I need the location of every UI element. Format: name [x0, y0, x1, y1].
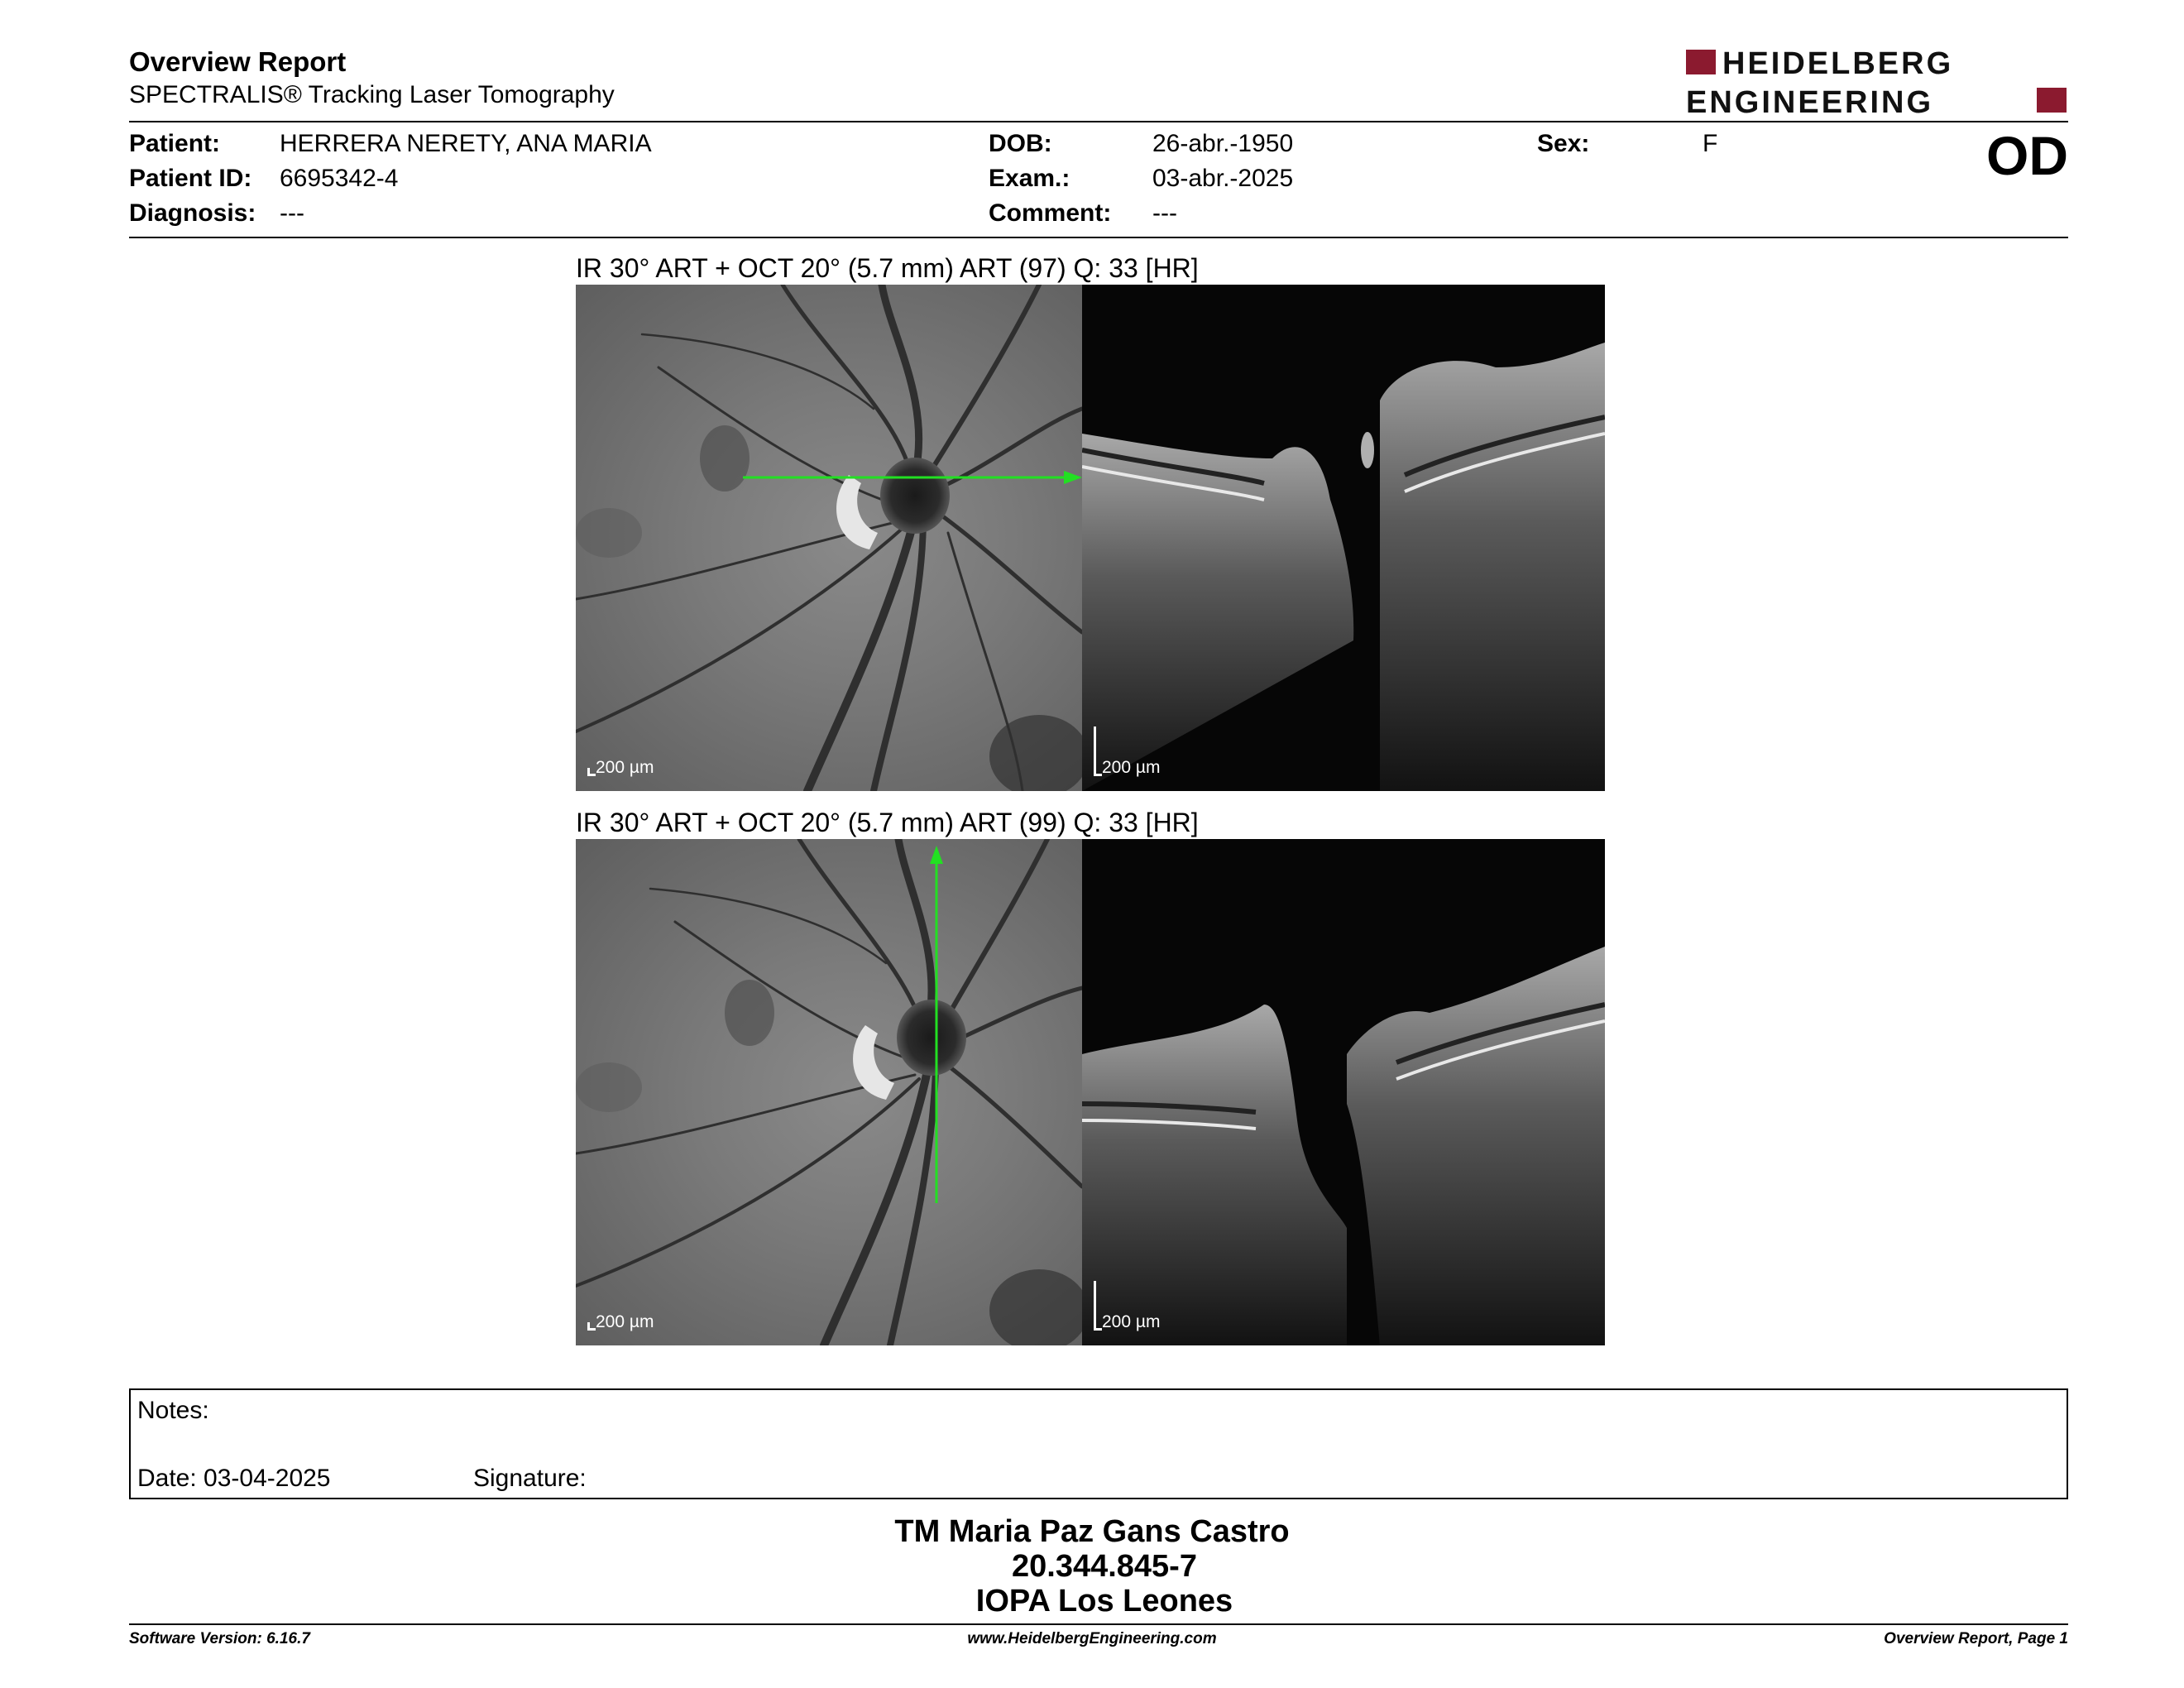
footer-divider: [129, 1623, 2068, 1625]
fundus-scale-1: 200 µm: [587, 753, 687, 778]
oct-bscan-2: [1082, 839, 1605, 1345]
exam-label: Exam.:: [989, 165, 1070, 192]
software-version: Software Version: 6.16.7: [129, 1630, 310, 1647]
sex-value: F: [1703, 130, 1718, 157]
fundus-scale-2: 200 µm: [587, 1307, 687, 1332]
heidelberg-logo: [1686, 46, 2067, 117]
notes-label: Notes:: [137, 1397, 209, 1424]
patient-id-label: Patient ID:: [129, 165, 252, 192]
website-link[interactable]: www.HeidelbergEngineering.com: [967, 1630, 1217, 1647]
logo-line2: ENGINEERING: [1686, 85, 1934, 117]
logo-line1: HEIDELBERG: [1722, 46, 1954, 81]
fundus-image-2: [576, 839, 1082, 1345]
patient-name: HERRERA NERETY, ANA MARIA: [280, 130, 652, 157]
exam-title-1: IR 30° ART + OCT 20° (5.7 mm) ART (97) Q: 33 [HR]: [576, 253, 1199, 283]
dob-label: DOB:: [989, 130, 1052, 157]
oct-bscan-1: [1082, 285, 1605, 791]
notes-signature: Signature:: [473, 1465, 587, 1492]
oct-layers-1: [1082, 285, 1605, 791]
notes-box[interactable]: [129, 1388, 2068, 1499]
patient-divider: [129, 237, 2068, 238]
oct-layers-2: [1082, 839, 1605, 1345]
exam-value: 03-abr.-2025: [1152, 165, 1294, 192]
header-divider: [129, 121, 2068, 122]
patient-label: Patient:: [129, 130, 221, 157]
page-number: Overview Report, Page 1: [1884, 1630, 2068, 1647]
notes-date: Date: 03-04-2025: [137, 1465, 331, 1492]
exam-title-2: IR 30° ART + OCT 20° (5.7 mm) ART (99) Q: 33 [HR]: [576, 808, 1199, 837]
diagnosis-label: Diagnosis:: [129, 199, 256, 227]
dob-value: 26-abr.-1950: [1152, 130, 1294, 157]
fundus-image-1: [576, 285, 1082, 791]
comment-value: ---: [1152, 199, 1177, 227]
comment-label: Comment:: [989, 199, 1112, 227]
oct-scale-2: 200 µm: [1094, 1274, 1193, 1332]
report-subtitle: SPECTRALIS® Tracking Laser Tomography: [129, 81, 615, 108]
eye-indicator: OD: [1986, 125, 2068, 186]
scan-arrow-1: [576, 285, 1082, 791]
patient-id: 6695342-4: [280, 165, 399, 192]
oct-scale-1: 200 µm: [1094, 720, 1193, 778]
diagnosis-value: ---: [280, 199, 304, 227]
signoff-name: TM Maria Paz Gans Castro: [894, 1514, 1290, 1549]
signoff-rut: 20.344.845-7: [1012, 1549, 1197, 1584]
report-title: Overview Report: [129, 46, 347, 77]
sex-label: Sex:: [1537, 130, 1590, 157]
scan-arrow-2: [576, 839, 1082, 1345]
signoff-institution: IOPA Los Leones: [975, 1584, 1233, 1618]
